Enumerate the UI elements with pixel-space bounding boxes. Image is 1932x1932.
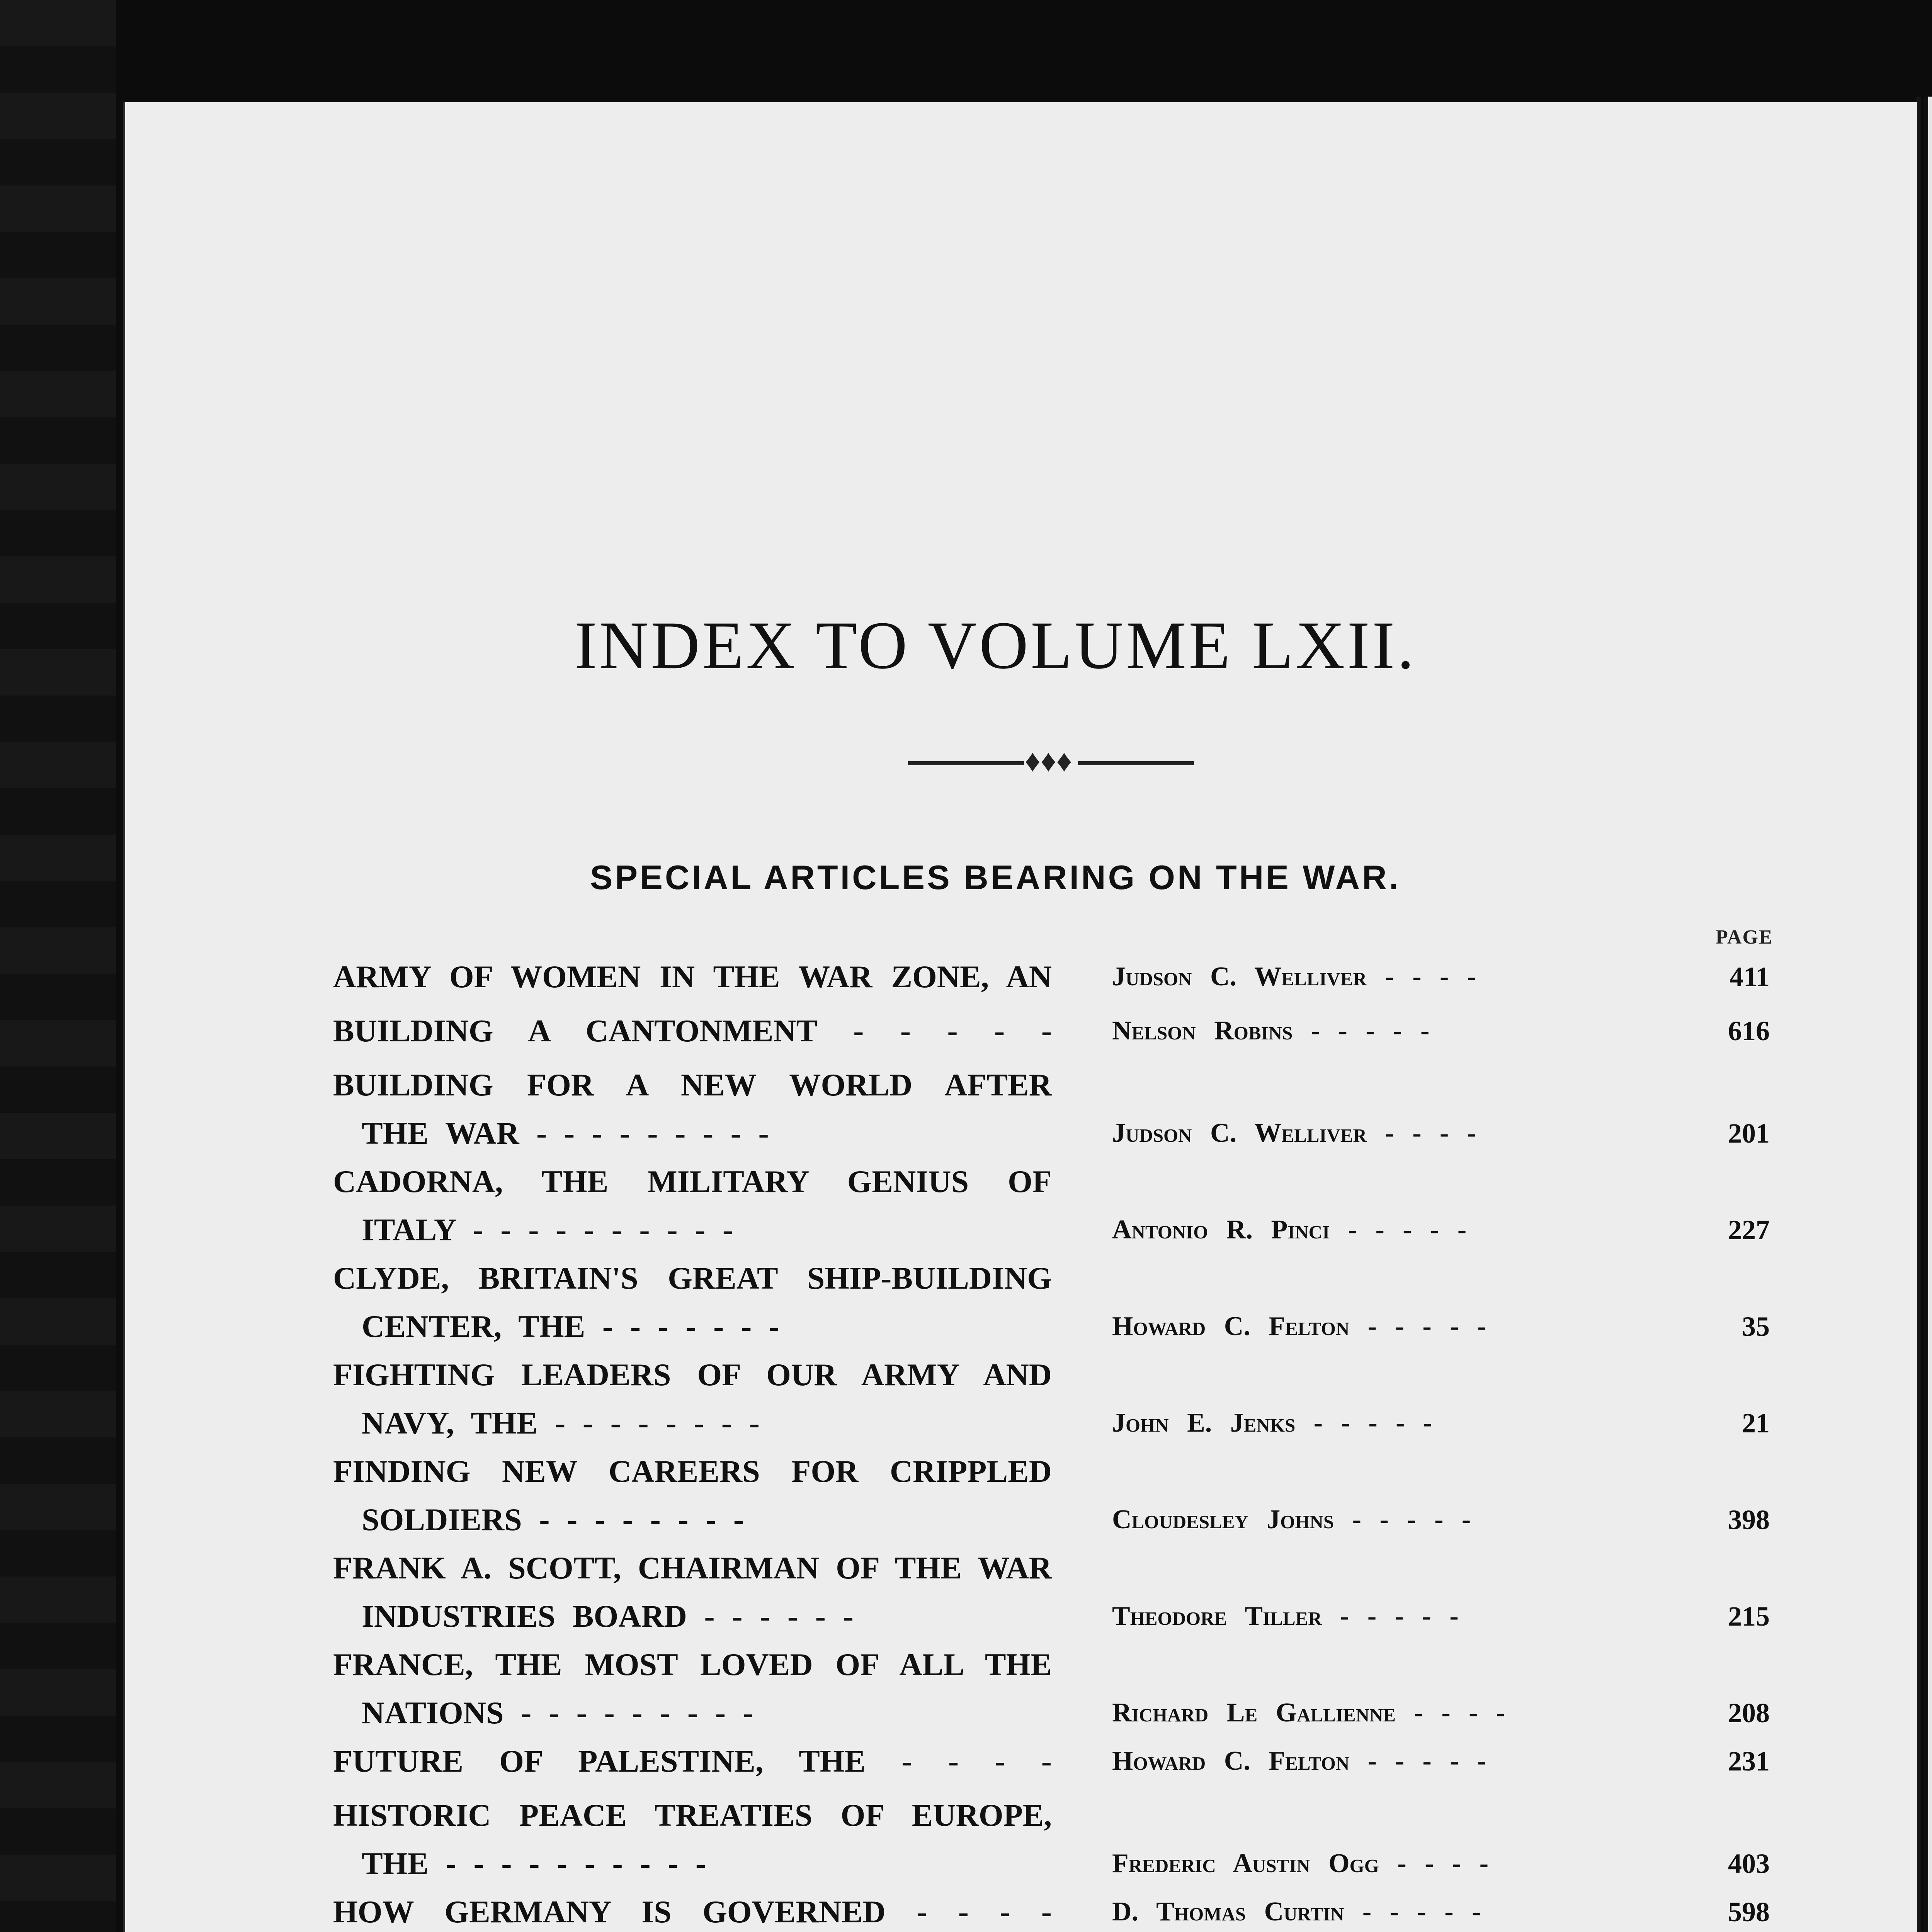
entry-page-number: 21 — [1742, 1408, 1770, 1439]
entry-title: CLYDE, BRITAIN'S GREAT SHIP-BUILDING — [333, 1260, 1052, 1296]
entry-title-continued: THE - - - - - - - - - - — [362, 1846, 706, 1881]
entry-page-number: 231 — [1728, 1746, 1770, 1777]
entry-author: Cloudesley Johns - - - - - — [1112, 1505, 1471, 1534]
entry-author: D. Thomas Curtin - - - - - — [1112, 1897, 1481, 1927]
entry-title: BUILDING A CANTONMENT - - - - - — [333, 1013, 1052, 1048]
entry-author: Richard Le Gallienne - - - - — [1112, 1698, 1505, 1728]
entry-title: FRANCE, THE MOST LOVED OF ALL THE — [333, 1647, 1052, 1682]
entry-page-number: 398 — [1728, 1504, 1770, 1535]
entry-page-number: 201 — [1728, 1118, 1770, 1149]
entry-title: HOW GERMANY IS GOVERNED - - - - — [333, 1894, 1052, 1929]
entry-title-continued: NATIONS - - - - - - - - - — [362, 1695, 753, 1730]
entry-page-number: 208 — [1728, 1697, 1770, 1728]
entry-title: BUILDING FOR A NEW WORLD AFTER — [333, 1067, 1052, 1102]
entry-author: Nelson Robins - - - - - — [1112, 1016, 1430, 1046]
entry-page-number: 598 — [1728, 1896, 1770, 1927]
entry-page-number: 411 — [1729, 961, 1770, 992]
entry-title-continued: NAVY, THE - - - - - - - - — [362, 1405, 760, 1440]
entry-page-number: 616 — [1728, 1015, 1770, 1046]
page-title: INDEX TO VOLUME LXII. — [574, 608, 1417, 683]
entry-author: Howard C. Felton - - - - - — [1112, 1311, 1486, 1341]
entry-title: FIGHTING LEADERS OF OUR ARMY AND — [333, 1357, 1052, 1392]
entry-page-number: 35 — [1742, 1311, 1770, 1342]
entry-title: FRANK A. SCOTT, CHAIRMAN OF THE WAR — [333, 1550, 1052, 1585]
entry-title: ARMY OF WOMEN IN THE WAR ZONE, AN — [333, 959, 1052, 994]
entry-author: John E. Jenks - - - - - — [1112, 1408, 1432, 1438]
entry-author: Howard C. Felton - - - - - — [1112, 1746, 1486, 1776]
entry-page-number: 215 — [1728, 1601, 1770, 1632]
entry-page-number: 227 — [1728, 1214, 1770, 1245]
entry-title: FINDING NEW CAREERS FOR CRIPPLED — [333, 1454, 1052, 1489]
entry-title-continued: INDUSTRIES BOARD - - - - - - — [362, 1599, 854, 1634]
entry-title: CADORNA, THE MILITARY GENIUS OF — [333, 1164, 1052, 1199]
entry-author: Theodore Tiller - - - - - — [1112, 1601, 1459, 1631]
page-column-label: PAGE — [1716, 926, 1773, 948]
entry-author: Antonio R. Pinci - - - - - — [1112, 1215, 1467, 1245]
entry-title-continued: THE WAR - - - - - - - - - — [362, 1116, 769, 1151]
entry-title: HISTORIC PEACE TREATIES OF EUROPE, — [333, 1798, 1052, 1833]
entry-title-continued: ITALY - - - - - - - - - - — [362, 1212, 733, 1247]
entry-author: Judson C. Welliver - - - - — [1112, 962, 1476, 992]
section-heading: SPECIAL ARTICLES BEARING ON THE WAR. — [590, 858, 1401, 896]
entry-title-continued: CENTER, THE - - - - - - - — [362, 1309, 780, 1344]
entry-title-continued: SOLDIERS - - - - - - - - — [362, 1502, 744, 1537]
entry-title: FUTURE OF PALESTINE, THE - - - - — [333, 1743, 1052, 1779]
entry-page-number: 403 — [1728, 1848, 1770, 1879]
ornament-diamonds-icon: ♦♦♦ — [1025, 744, 1072, 778]
entry-author: Judson C. Welliver - - - - — [1112, 1118, 1476, 1148]
entry-author: Frederic Austin Ogg - - - - — [1112, 1849, 1489, 1878]
